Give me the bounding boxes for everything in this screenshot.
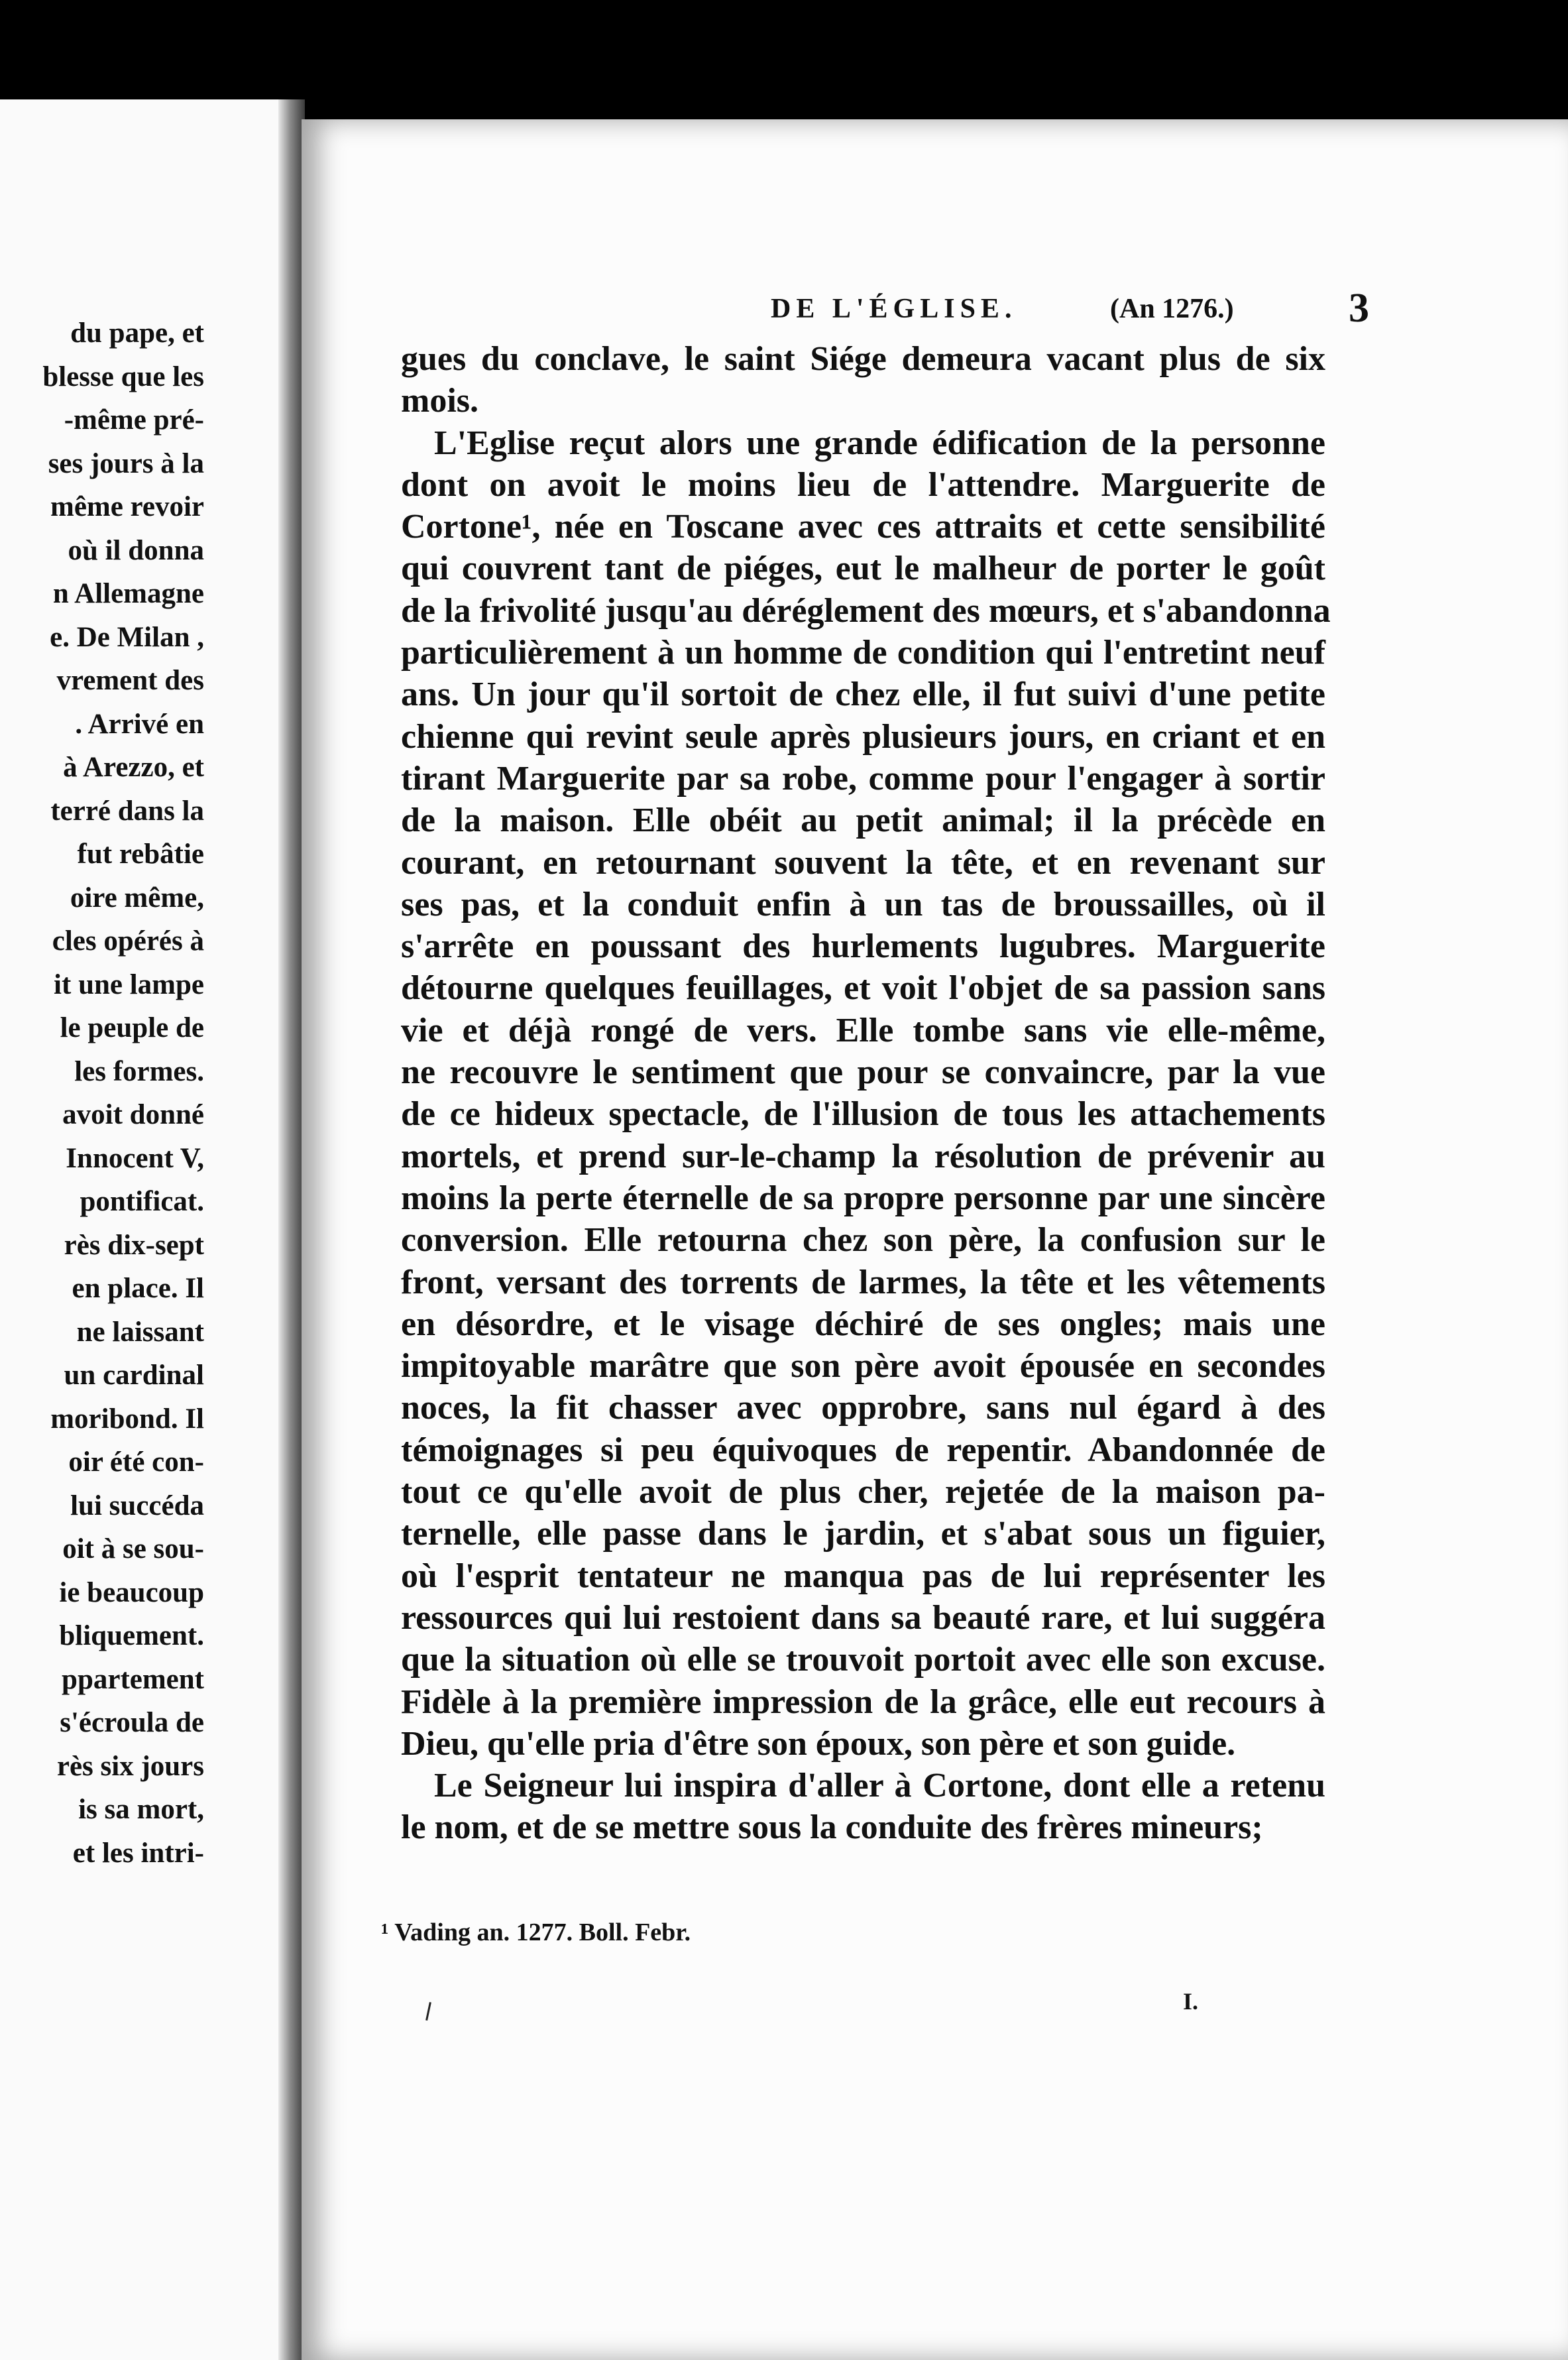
text-line: noces, la fit chasser avec opprobre, sans nul égard à des bbox=[401, 1389, 1325, 1427]
left-page-line: terré dans la bbox=[50, 795, 204, 827]
left-page-line: du pape, et bbox=[70, 318, 204, 349]
text-line: moins la perte éternelle de sa propre personne par une sincère bbox=[401, 1179, 1325, 1217]
left-page-line: oir été con- bbox=[68, 1446, 204, 1478]
text-line: témoignages si peu équivoques de repentir. Abandonnée de bbox=[401, 1431, 1325, 1469]
text-line: tirant Marguerite par sa robe, comme pour l'engager à sortir bbox=[401, 759, 1325, 797]
left-page-line: Innocent V, bbox=[66, 1142, 204, 1174]
page-number: 3 bbox=[1349, 286, 1369, 331]
left-page-line: blesse que les bbox=[42, 361, 204, 392]
text-line: mortels, et prend sur-le-champ la résolution de prévenir au bbox=[401, 1137, 1325, 1175]
text-line: conversion. Elle retourna chez son père, la confusion sur le bbox=[401, 1221, 1325, 1260]
footnote: ¹ Vading an. 1277. Boll. Febr. bbox=[381, 1918, 691, 1946]
text-line: ternelle, elle passe dans le jardin, et s'abat sous un figuier, bbox=[401, 1515, 1325, 1553]
text-line: s'arrête en poussant des hurlements lugubres. Marguerite bbox=[401, 927, 1325, 966]
text-line: qui couvrent tant de piéges, eut le malheur de porter le goût bbox=[401, 550, 1325, 588]
text-line: courant, en retournant souvent la tête, et en revenant sur bbox=[401, 843, 1325, 882]
text-line: ses pas, et la conduit enfin à un tas de broussailles, où il bbox=[401, 885, 1325, 923]
left-page-line: bliquement. bbox=[59, 1620, 204, 1651]
text-line: ressources qui lui restoient dans sa beauté rare, et lui suggéra bbox=[401, 1598, 1325, 1637]
left-page-line: -même pré- bbox=[64, 404, 204, 436]
left-page-line: lui succéda bbox=[70, 1490, 204, 1521]
left-page-line: . Arrivé en bbox=[75, 708, 204, 740]
text-line: que la situation où elle se trouvoit portoit avec elle son excuse. bbox=[401, 1641, 1325, 1679]
running-head: DE L'ÉGLISE. bbox=[771, 294, 1017, 324]
left-page-line: rès dix-sept bbox=[64, 1229, 204, 1261]
left-page-fragment bbox=[0, 99, 285, 2360]
left-page-line: en place. Il bbox=[72, 1273, 204, 1304]
text-line: dont on avoit le moins lieu de l'attendre. Marguerite de bbox=[401, 465, 1325, 504]
text-line: Dieu, qu'elle pria d'être son époux, son père et son guide. bbox=[401, 1724, 1236, 1763]
text-line: détourne quelques feuillages, et voit l'objet de sa passion sans bbox=[401, 969, 1325, 1008]
left-page-line: rès six jours bbox=[56, 1750, 204, 1782]
left-page-line: ses jours à la bbox=[48, 447, 204, 479]
left-page-line: avoit donné bbox=[62, 1099, 204, 1130]
text-line: ans. Un jour qu'il sortoit de chez elle, il fut suivi d'une petite bbox=[401, 676, 1325, 714]
text-line: de ce hideux spectacle, de l'illusion de tous les attachements bbox=[401, 1095, 1325, 1134]
left-page-text bbox=[0, 312, 204, 1875]
left-page-line: le peuple de bbox=[60, 1012, 204, 1043]
text-line: Le Seigneur lui inspira d'aller à Cortone, dont elle a retenu bbox=[434, 1767, 1325, 1805]
text-line: gues du conclave, le saint Siége demeura vacant plus de six bbox=[401, 340, 1325, 378]
left-page-line: pontificat. bbox=[80, 1186, 204, 1217]
left-page-line: ppartement bbox=[62, 1663, 204, 1695]
left-page-line: fut rebâtie bbox=[77, 839, 204, 870]
left-page-line: à Arezzo, et bbox=[63, 752, 204, 783]
left-page-line: même revoir bbox=[50, 491, 204, 522]
text-line: mois. bbox=[401, 382, 478, 420]
text-line: particulièrement à un homme de condition qui l'entretint neuf bbox=[401, 634, 1325, 672]
left-page-line: n Allemagne bbox=[52, 578, 204, 609]
body-text bbox=[401, 338, 1331, 1849]
text-line: de la maison. Elle obéit au petit animal; il la précède en bbox=[401, 801, 1325, 840]
left-page-line: cles opérés à bbox=[52, 925, 204, 957]
text-line: de la frivolité jusqu'au déréglement des mœurs, et s'abandonna bbox=[401, 591, 1331, 630]
text-line: chienne qui revint seule après plusieurs jours, en criant et en bbox=[401, 717, 1325, 756]
text-line: en désordre, et le visage déchiré de ses ongles; mais une bbox=[401, 1305, 1325, 1343]
text-line: où l'esprit tentateur ne manqua pas de lui représenter les bbox=[401, 1557, 1325, 1595]
text-line: ne recouvre le sentiment que pour se convaincre, par la vue bbox=[401, 1053, 1325, 1092]
book-gutter bbox=[278, 99, 305, 2360]
left-page-line: un cardinal bbox=[64, 1360, 204, 1391]
left-page-line: s'écroula de bbox=[60, 1707, 204, 1738]
text-line: front, versant des torrents de larmes, la tête et les vêtements bbox=[401, 1263, 1325, 1301]
left-page-line: vrement des bbox=[56, 665, 204, 696]
text-line: le nom, et de se mettre sous la conduite des frères mineurs; bbox=[401, 1808, 1263, 1847]
text-line: tout ce qu'elle avoit de plus cher, rejetée de la maison pa- bbox=[401, 1473, 1325, 1511]
left-page-line: e. De Milan , bbox=[50, 621, 204, 653]
left-page-line: et les intri- bbox=[72, 1837, 204, 1869]
text-line: vie et déjà rongé de vers. Elle tombe sans vie elle-même, bbox=[401, 1011, 1325, 1049]
stray-ink-mark bbox=[425, 2002, 431, 2021]
left-page-line: oire même, bbox=[70, 882, 204, 914]
left-page-line: où il donna bbox=[68, 534, 204, 566]
year-marker: (An 1276.) bbox=[1110, 294, 1234, 324]
text-line: Cortone¹, née en Toscane avec ces attraits et cette sensibilité bbox=[401, 508, 1325, 546]
left-page-line: is sa mort, bbox=[78, 1794, 204, 1825]
left-page-line: ne laissant bbox=[76, 1316, 204, 1348]
text-line: Fidèle à la première impression de la grâce, elle eut recours à bbox=[401, 1682, 1325, 1721]
left-page-line: oit à se sou- bbox=[62, 1533, 204, 1564]
text-line: impitoyable marâtre que son père avoit épousée en secondes bbox=[401, 1347, 1325, 1386]
left-page-line: moribond. Il bbox=[50, 1403, 204, 1435]
left-page-line: it une lampe bbox=[54, 969, 204, 1000]
right-page bbox=[302, 119, 1568, 2360]
left-page-line: ie beaucoup bbox=[59, 1576, 204, 1608]
signature-mark: I. bbox=[1183, 1988, 1199, 2015]
left-page-line: les formes. bbox=[74, 1055, 204, 1087]
text-line: L'Eglise reçut alors une grande édification de la personne bbox=[434, 424, 1325, 462]
